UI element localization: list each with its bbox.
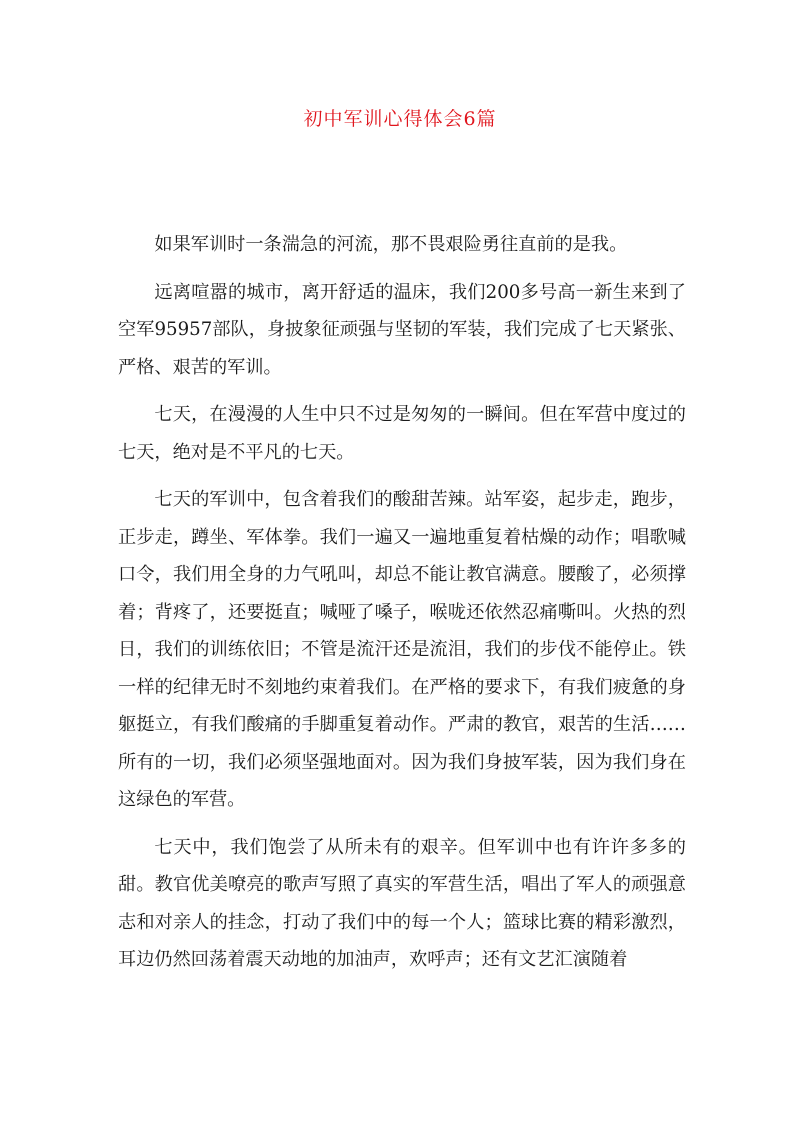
paragraph: 远离喧嚣的城市，离开舒适的温床，我们200多号高一新生来到了空军95957部队，身披象征顽强与坚韧的军装，我们完成了七天紧张、严格、艰苦的军训。 <box>118 281 686 378</box>
paragraph: 七天，在漫漫的人生中只不过是匆匆的一瞬间。但在军营中度过的七天，绝对是不平凡的七天。 <box>118 404 686 463</box>
paragraph: 如果军训时一条湍急的河流，那不畏艰险勇往直前的是我。 <box>154 234 628 255</box>
paragraph: 七天的军训中，包含着我们的酸甜苦辣。站军姿，起步走，跑步，正步走，蹲坐、军体拳。我们一遍又一遍地重复着枯燥的动作；唱歌喊口令，我们用全身的力气吼叫，却总不能让教官满意。腰酸了，必须撑着；背疼了，还要挺直；喊哑了嗓子，喉咙还依然忍痛嘶叫。火热的烈日，我们的训练依旧；不管是流汗还是流泪，我们的步伐不能停止。铁一样的纪律无时不刻地约束着我们。在严格的要求下，有我们疲惫的身躯挺立，有我们酸痛的手脚重复着动作。严肃的教官，艰苦的生活……所有的一切，我们必须坚强地面对。因为我们身披军装，因为我们身在这绿色的军营。 <box>118 489 686 810</box>
paragraph: 七天中，我们饱尝了从所未有的艰辛。但军训中也有许许多多的甜。教官优美嘹亮的歌声写照了真实的军营生活，唱出了军人的顽强意志和对亲人的挂念，打动了我们中的每一个人；篮球比赛的精彩激烈，耳边仍然回荡着震天动地的加油声，欢呼声；还有文艺汇演随着 <box>118 836 686 970</box>
document-body <box>118 226 686 989</box>
document-title: 初中军训心得体会6篇 <box>303 108 497 130</box>
